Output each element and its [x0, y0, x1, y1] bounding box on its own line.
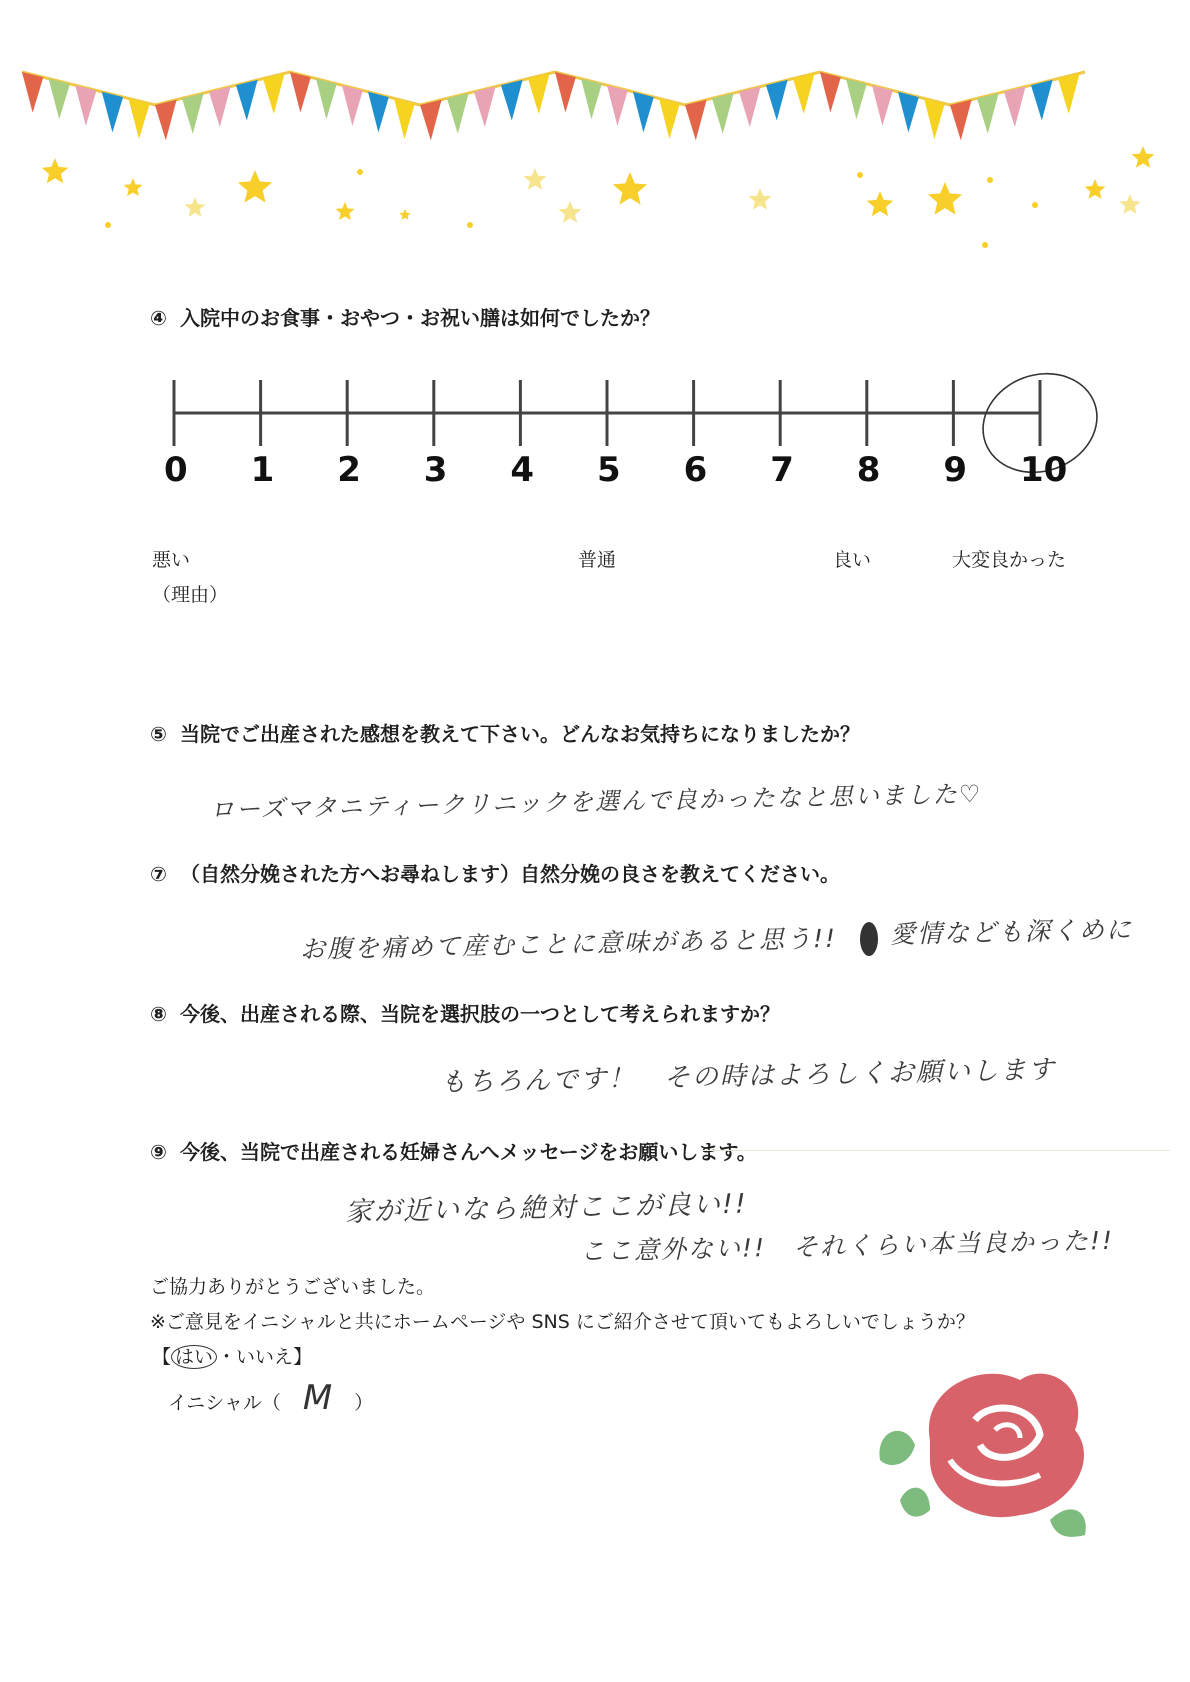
dot-decoration	[1032, 202, 1038, 208]
bunting-flag	[236, 80, 258, 121]
bunting-flag	[501, 80, 523, 121]
bunting-flag	[793, 73, 815, 114]
question-8	[150, 998, 780, 1027]
star-decoration	[238, 170, 272, 203]
bunting-flag	[1031, 80, 1053, 121]
star-decoration	[1120, 194, 1141, 214]
question-number: ⑨	[150, 1140, 167, 1164]
question-text: 今後、当院で出産される妊婦さんへメッセージをお願いします。	[180, 1140, 757, 1164]
star-decoration	[867, 191, 894, 216]
scale-number-6[interactable]: 6	[683, 450, 708, 490]
scale-number-7[interactable]: 7	[770, 450, 794, 490]
bunting-flag	[49, 79, 70, 120]
question-7	[150, 858, 840, 887]
thanks-text: ご協力ありがとうございました。	[150, 1276, 436, 1298]
question-number: ⑤	[150, 722, 167, 746]
bunting-decoration	[0, 0, 1190, 260]
scale-number-2[interactable]: 2	[337, 450, 361, 490]
answer-7-part-2: 愛情なども深くめに	[889, 914, 1134, 949]
answer-9-line-2: ここ意外ない!! それくらい本当良かった!!	[579, 1225, 1115, 1266]
bunting-flag	[555, 72, 576, 113]
star-decoration	[42, 158, 69, 183]
question-9	[150, 1136, 757, 1165]
bracket-close: 】	[293, 1346, 313, 1368]
question-text: （自然分娩された方へお尋ねします）自然分娩の良さを教えてください。	[180, 862, 840, 886]
initial-label: イニシャル（	[168, 1392, 281, 1414]
bunting-flag	[581, 79, 602, 120]
star-decoration	[336, 202, 355, 220]
star-decoration	[613, 172, 647, 205]
bunting-flag	[474, 87, 496, 128]
consent-question: ※ご意見をイニシャルと共にホームページや SNS にご紹介させて頂いてもよろしいでしょうか？	[150, 1311, 975, 1333]
option-yes[interactable]: はい	[171, 1345, 217, 1369]
bunting-flag	[155, 100, 177, 141]
answer-9-line-1: 家が近いなら絶対ここが良い!!	[344, 1188, 748, 1228]
question-text: 当院でご出産された感想を教えて下さい。どんなお気持ちになりましたか？	[180, 722, 860, 746]
scale-number-0[interactable]: 0	[164, 450, 188, 490]
bunting-flag	[263, 73, 285, 114]
initial-value[interactable]: M	[302, 1378, 333, 1418]
answer-5: ローズマタニティークリニックを選んで良かったなと思いました♡	[209, 779, 983, 824]
scribble-mark	[860, 922, 878, 956]
question-number: ⑧	[150, 1002, 167, 1026]
answer-line	[700, 1150, 1170, 1151]
dot-decoration	[105, 222, 111, 228]
scale-number-4[interactable]: 4	[510, 450, 535, 490]
question-number: ④	[150, 306, 167, 330]
question-text: 今後、出産される際、当院を選択肢の一つとして考えられますか？	[180, 1002, 780, 1026]
bunting-flag	[394, 98, 415, 139]
scale-number-10[interactable]: 10	[1020, 450, 1068, 490]
bunting-flag	[950, 100, 972, 141]
scale-number-8[interactable]: 8	[856, 450, 881, 490]
bunting-flag	[209, 87, 231, 128]
dot-decoration	[467, 222, 473, 228]
bunting-flag	[1058, 73, 1080, 114]
bunting-flag	[872, 85, 893, 126]
bunting-flag	[528, 73, 550, 114]
scale-label-bad: 悪い	[152, 549, 191, 571]
option-separator: ・	[217, 1346, 237, 1368]
bunting-flag	[607, 85, 628, 126]
star-decoration	[124, 178, 143, 196]
scale-number-5[interactable]: 5	[597, 450, 621, 490]
bunting-flag	[739, 87, 761, 128]
reason-label: （理由）	[152, 584, 229, 606]
star-decoration	[1132, 146, 1155, 168]
bunting-flag	[342, 85, 363, 126]
answer-7-part-1: お腹を痛めて産むことに意味があると思う!!	[299, 923, 838, 964]
rose-illustration	[870, 1350, 1110, 1560]
question-4	[150, 302, 660, 331]
scale-label-very-good: 大変良かった	[952, 549, 1067, 571]
bunting-flag	[977, 93, 999, 134]
scale-number-3[interactable]: 3	[423, 450, 448, 490]
dot-decoration	[987, 177, 993, 183]
bunting-flag	[712, 93, 734, 134]
scale-label-normal: 普通	[578, 549, 617, 571]
star-decoration	[399, 209, 410, 220]
question-text: 入院中のお食事・おやつ・お祝い膳は如何でしたか？	[180, 306, 660, 330]
bunting-flag	[924, 98, 945, 139]
star-decoration	[928, 182, 962, 215]
dot-decoration	[857, 172, 863, 178]
bunting-flag	[633, 92, 654, 133]
star-decoration	[185, 197, 206, 217]
star-decoration	[559, 201, 582, 223]
bunting-flag	[75, 85, 96, 126]
bunting-flag	[22, 72, 43, 113]
star-decoration	[749, 188, 772, 210]
initial-field	[168, 1378, 373, 1418]
bunting-flag	[659, 98, 680, 139]
consent-options	[152, 1342, 312, 1369]
bunting-flag	[316, 79, 337, 120]
bunting-flag	[447, 93, 469, 134]
question-number: ⑦	[150, 862, 167, 886]
bunting-flag	[420, 100, 442, 141]
dot-decoration	[982, 242, 988, 248]
answer-8: もちろんです！ その時はよろしくお願いします	[439, 1055, 1057, 1098]
bunting-flag	[368, 92, 389, 133]
dot-decoration	[357, 169, 363, 175]
bunting-flag	[1004, 87, 1026, 128]
option-no[interactable]: いいえ	[236, 1346, 294, 1368]
bunting-flag	[128, 98, 149, 139]
bunting-flag	[290, 72, 311, 113]
star-decoration	[524, 168, 547, 190]
bracket-open: 【	[152, 1346, 172, 1368]
question-5	[150, 718, 860, 747]
initial-close: ）	[354, 1392, 374, 1414]
bunting-flag	[102, 92, 123, 133]
bunting-flag	[898, 92, 919, 133]
bunting-flag	[182, 93, 204, 134]
scale-number-1[interactable]: 1	[250, 450, 275, 490]
bunting-flag	[820, 72, 841, 113]
bunting-flag	[766, 80, 788, 121]
star-decoration	[1085, 179, 1106, 199]
scale-label-good: 良い	[833, 549, 872, 571]
bunting-flag	[685, 100, 707, 141]
bunting-flag	[846, 79, 867, 120]
scale-number-9[interactable]: 9	[943, 450, 968, 490]
